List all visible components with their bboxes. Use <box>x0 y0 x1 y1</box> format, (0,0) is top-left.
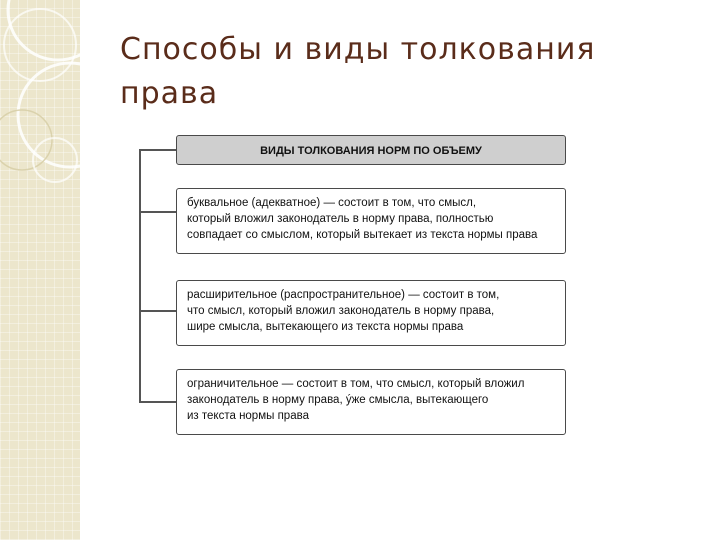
connector-vertical <box>139 149 141 402</box>
slide-title-line-2: права <box>120 76 219 111</box>
box-text-line: шире смысла, вытекающего из текста нормы права <box>187 321 464 333</box>
connector-header <box>139 149 177 151</box>
slide-title-line-1: Способы и виды толкования <box>120 32 596 67</box>
connector-item-3 <box>139 401 177 403</box>
extensive-interpretation-box <box>176 280 566 346</box>
connector-item-2 <box>139 310 177 312</box>
box-text-line: расширительное (распространительное) — состоит в том, <box>187 289 500 301</box>
connector-item-1 <box>139 211 177 213</box>
box-text-line: совпадает со смыслом, который вытекает из текста нормы права <box>187 229 538 241</box>
literal-interpretation-box <box>176 188 566 254</box>
box-text-line: что смысл, который вложил законодатель в норму права, <box>187 305 495 317</box>
box-text-line: буквальное (адекватное) — состоит в том, что смысл, <box>187 197 477 209</box>
box-text-line: ограничительное — состоит в том, что смысл, который вложил <box>187 378 525 390</box>
box-text-line: из текста нормы права <box>187 410 309 422</box>
diagram-header-box <box>176 135 566 165</box>
box-text-line: законодатель в норму права, ýже смысла, вытекающего <box>187 394 489 406</box>
restrictive-interpretation-box <box>176 369 566 435</box>
box-text-line: который вложил законодатель в норму права, полностью <box>187 213 494 225</box>
diagram-header-label: ВИДЫ ТОЛКОВАНИЯ НОРМ ПО ОБЪЕМУ <box>260 145 482 157</box>
